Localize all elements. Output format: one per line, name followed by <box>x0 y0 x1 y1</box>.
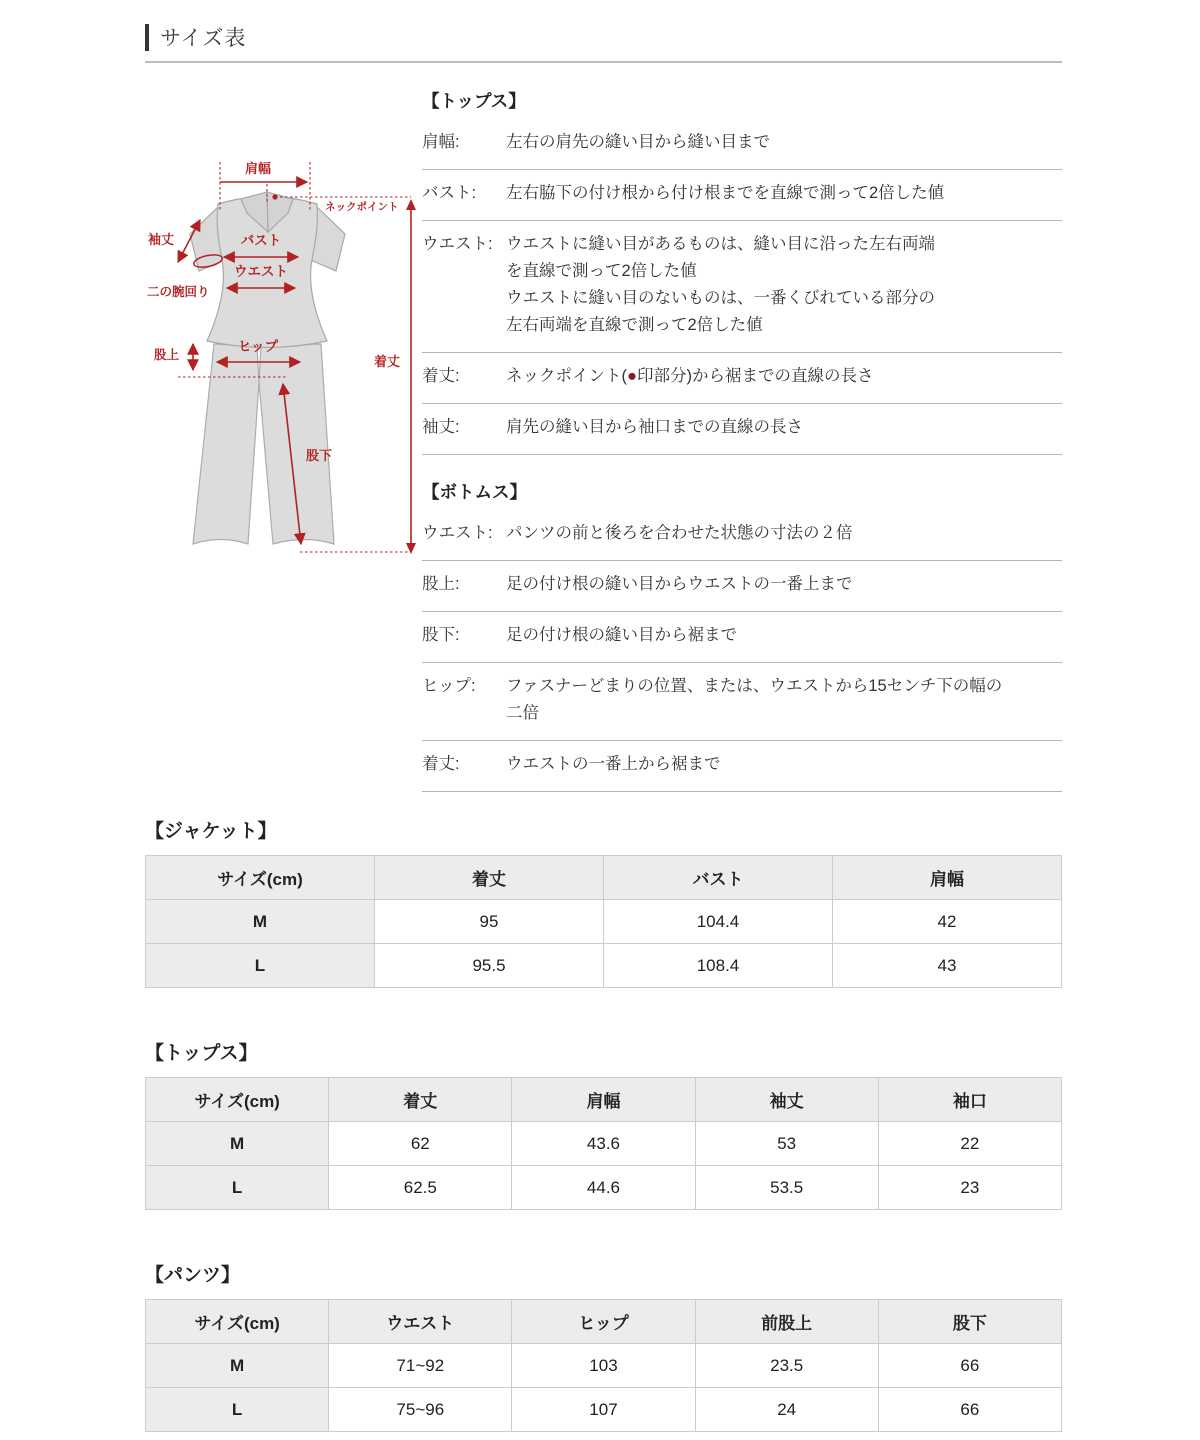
definition-desc: 左右の肩先の縫い目から縫い目まで <box>506 133 770 151</box>
definition-term: 袖丈: <box>422 418 460 436</box>
value-cell: 22 <box>878 1122 1061 1166</box>
definition-desc <box>506 673 1062 727</box>
definition-row-waist-tops <box>422 221 1062 353</box>
definition-term: 股上: <box>422 575 460 593</box>
rise-label: 股上 <box>154 348 180 362</box>
bust-label: バスト <box>240 233 282 248</box>
value-cell: 24 <box>695 1388 878 1432</box>
jacket-table-block <box>145 816 1062 988</box>
size-label-cell: L <box>146 1166 329 1210</box>
column-header: バスト <box>604 856 833 900</box>
table-header-row <box>146 856 1062 900</box>
column-header: ヒップ <box>512 1300 695 1344</box>
value-cell: 108.4 <box>604 944 833 988</box>
definition-term: ウエスト: <box>422 524 493 542</box>
definition-desc: 足の付け根の縫い目から裾まで <box>506 626 737 644</box>
shoulder-width-label: 肩幅 <box>244 161 272 176</box>
table-row <box>146 1166 1062 1210</box>
value-cell: 62 <box>329 1122 512 1166</box>
value-cell: 43 <box>833 944 1062 988</box>
definition-term: ウエスト: <box>422 235 493 253</box>
desc-line: 二倍 <box>506 704 539 722</box>
column-header: サイズ(cm) <box>146 856 375 900</box>
desc-text: ネックポイント( <box>506 367 627 385</box>
table-row <box>146 1344 1062 1388</box>
page-title: サイズ表 <box>160 27 247 50</box>
page-title-row <box>145 22 246 52</box>
definition-term: 肩幅: <box>422 133 460 151</box>
value-cell: 95 <box>375 900 604 944</box>
pants-table-title: 【パンツ】 <box>145 1265 241 1286</box>
neck-point-mark: ● <box>627 367 637 385</box>
value-cell: 103 <box>512 1344 695 1388</box>
value-cell: 53 <box>695 1122 878 1166</box>
desc-text: 印部分)から裾までの直線の長さ <box>636 367 874 385</box>
definition-desc: 足の付け根の縫い目からウエストの一番上まで <box>506 575 853 593</box>
body-length-label: 着丈 <box>373 354 401 369</box>
column-header: 袖口 <box>878 1078 1061 1122</box>
definition-row-sleeve <box>422 404 1062 455</box>
table-row <box>146 944 1062 988</box>
value-cell: 71~92 <box>329 1344 512 1388</box>
definition-term: 着丈: <box>422 367 460 385</box>
table-header-row <box>146 1078 1062 1122</box>
column-header: 袖丈 <box>695 1078 878 1122</box>
definition-row-inseam <box>422 612 1062 663</box>
waist-label: ウエスト <box>234 264 288 279</box>
column-header: 股下 <box>878 1300 1061 1344</box>
desc-line: ウエストに縫い目があるものは、縫い目に沿った左右両端 <box>506 235 935 253</box>
value-cell: 66 <box>878 1344 1061 1388</box>
pants-table-block <box>145 1260 1062 1432</box>
table-row <box>146 1388 1062 1432</box>
desc-line: ウエストに縫い目のないものは、一番くびれている部分の <box>506 289 935 307</box>
pants-size-table <box>145 1299 1062 1432</box>
value-cell: 53.5 <box>695 1166 878 1210</box>
tops-table-block <box>145 1038 1062 1210</box>
definition-term: バスト: <box>422 184 477 202</box>
inseam-label: 股下 <box>306 448 333 463</box>
table-row <box>146 1122 1062 1166</box>
title-accent-bar <box>145 24 149 51</box>
size-label-cell: L <box>146 1388 329 1432</box>
size-label-cell: M <box>146 1122 329 1166</box>
size-tables-section <box>145 816 1062 1432</box>
desc-line: ファスナーどまりの位置、または、ウエストから15センチ下の幅の <box>506 677 1003 695</box>
definition-term: ヒップ: <box>422 677 476 695</box>
table-row <box>146 900 1062 944</box>
definition-desc: 肩先の縫い目から袖口までの直線の長さ <box>506 418 803 436</box>
value-cell: 23 <box>878 1166 1061 1210</box>
measurement-diagram <box>140 140 432 592</box>
size-label-cell: M <box>146 1344 329 1388</box>
column-header: 着丈 <box>375 856 604 900</box>
column-header: 肩幅 <box>833 856 1062 900</box>
value-cell: 62.5 <box>329 1166 512 1210</box>
definition-row-shoulder <box>422 119 1062 170</box>
column-header: 肩幅 <box>512 1078 695 1122</box>
column-header: 前股上 <box>695 1300 878 1344</box>
jacket-table-title: 【ジャケット】 <box>145 821 277 842</box>
value-cell: 42 <box>833 900 1062 944</box>
definition-row-length-bottoms <box>422 741 1062 792</box>
definition-desc: パンツの前と後ろを合わせた状態の寸法の２倍 <box>506 524 853 542</box>
value-cell: 75~96 <box>329 1388 512 1432</box>
column-header: 着丈 <box>329 1078 512 1122</box>
column-header: サイズ(cm) <box>146 1078 329 1122</box>
measurement-definitions <box>422 86 1062 792</box>
neck-point-label: ネックポイント <box>325 201 399 213</box>
tops-size-table <box>145 1077 1062 1210</box>
column-header: サイズ(cm) <box>146 1300 329 1344</box>
size-label-cell: M <box>146 900 375 944</box>
desc-line: を直線で測って2倍した値 <box>506 262 697 280</box>
pants-illustration <box>193 344 334 544</box>
desc-line: 左右両端を直線で測って2倍した値 <box>506 316 763 334</box>
value-cell: 43.6 <box>512 1122 695 1166</box>
bottoms-section-heading: 【ボトムス】 <box>422 482 527 502</box>
definition-term: 着丈: <box>422 755 460 773</box>
definition-row-rise <box>422 561 1062 612</box>
hip-label: ヒップ <box>237 339 279 354</box>
value-cell: 23.5 <box>695 1344 878 1388</box>
definition-desc <box>506 363 1062 390</box>
value-cell: 104.4 <box>604 900 833 944</box>
value-cell: 44.6 <box>512 1166 695 1210</box>
definition-row-length-tops <box>422 353 1062 404</box>
value-cell: 95.5 <box>375 944 604 988</box>
size-label-cell: L <box>146 944 375 988</box>
definition-row-bust <box>422 170 1062 221</box>
value-cell: 107 <box>512 1388 695 1432</box>
upper-arm-label: 二の腕回り <box>147 285 210 299</box>
tops-table-title: 【トップス】 <box>145 1043 258 1064</box>
table-header-row <box>146 1300 1062 1344</box>
jacket-size-table <box>145 855 1062 988</box>
value-cell: 66 <box>878 1388 1061 1432</box>
title-divider <box>145 61 1062 63</box>
definition-row-hip <box>422 663 1062 741</box>
definition-desc: ウエストの一番上から裾まで <box>506 755 721 773</box>
definition-desc <box>506 231 1062 339</box>
definition-term: 股下: <box>422 626 460 644</box>
sleeve-length-label: 袖丈 <box>148 232 175 247</box>
definition-row-waist-bottoms <box>422 510 1062 561</box>
column-header: ウエスト <box>329 1300 512 1344</box>
tops-section-heading: 【トップス】 <box>422 91 526 111</box>
definition-desc: 左右脇下の付け根から付け根までを直線で測って2倍した値 <box>506 184 945 202</box>
